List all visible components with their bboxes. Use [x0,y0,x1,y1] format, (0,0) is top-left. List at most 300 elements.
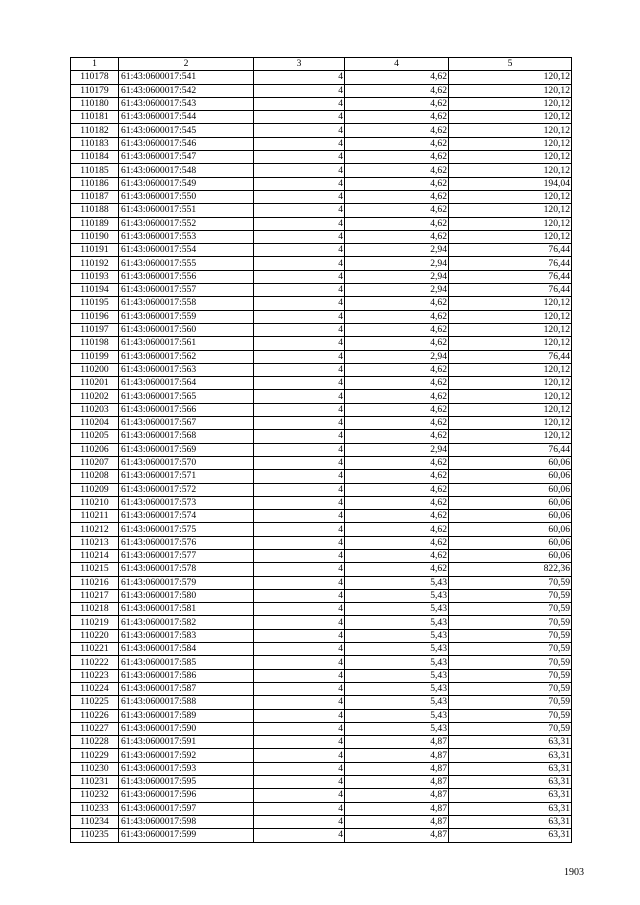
value-cell: 5,43 [345,576,449,589]
column-header-5: 5 [449,58,572,71]
count-cell: 4 [254,71,345,84]
row-number-cell: 110194 [71,284,119,297]
value-cell: 4,87 [345,762,449,775]
value-cell: 4,62 [345,177,449,190]
amount-cell: 63,31 [449,815,572,828]
value-cell: 5,43 [345,629,449,642]
table-row [71,297,572,310]
count-cell: 4 [254,643,345,656]
count-cell: 4 [254,789,345,802]
count-cell: 4 [254,310,345,323]
count-cell: 4 [254,496,345,509]
value-cell: 4,62 [345,549,449,562]
row-number-cell: 110220 [71,629,119,642]
amount-cell: 120,12 [449,137,572,150]
cadastral-number-cell: 61:43:0600017:554 [119,244,254,257]
row-number-cell: 110214 [71,549,119,562]
count-cell: 4 [254,257,345,270]
table-row [71,789,572,802]
cadastral-number-cell: 61:43:0600017:543 [119,97,254,110]
row-number-cell: 110225 [71,696,119,709]
value-cell: 4,62 [345,377,449,390]
count-cell: 4 [254,230,345,243]
count-cell: 4 [254,297,345,310]
count-cell: 4 [254,270,345,283]
table-row [71,111,572,124]
amount-cell: 63,31 [449,789,572,802]
cadastral-number-cell: 61:43:0600017:574 [119,510,254,523]
cadastral-number-cell: 61:43:0600017:564 [119,377,254,390]
row-number-cell: 110206 [71,443,119,456]
cadastral-number-cell: 61:43:0600017:550 [119,190,254,203]
amount-cell: 70,59 [449,603,572,616]
table-row [71,802,572,815]
count-cell: 4 [254,802,345,815]
value-cell: 4,62 [345,164,449,177]
cadastral-number-cell: 61:43:0600017:569 [119,443,254,456]
count-cell: 4 [254,815,345,828]
count-cell: 4 [254,217,345,230]
table-row [71,629,572,642]
amount-cell: 76,44 [449,284,572,297]
table-row [71,390,572,403]
cadastral-number-cell: 61:43:0600017:592 [119,749,254,762]
table-row [71,190,572,203]
cadastral-number-cell: 61:43:0600017:599 [119,829,254,842]
row-number-cell: 110186 [71,177,119,190]
row-number-cell: 110233 [71,802,119,815]
table-row [71,97,572,110]
cadastral-number-cell: 61:43:0600017:547 [119,151,254,164]
count-cell: 4 [254,829,345,842]
cadastral-number-cell: 61:43:0600017:552 [119,217,254,230]
cadastral-number-cell: 61:43:0600017:560 [119,323,254,336]
amount-cell: 70,59 [449,669,572,682]
table-row [71,815,572,828]
row-number-cell: 110179 [71,84,119,97]
row-number-cell: 110207 [71,456,119,469]
count-cell: 4 [254,84,345,97]
amount-cell: 194,04 [449,177,572,190]
cadastral-number-cell: 61:43:0600017:584 [119,643,254,656]
cadastral-number-cell: 61:43:0600017:597 [119,802,254,815]
value-cell: 4,87 [345,829,449,842]
value-cell: 5,43 [345,669,449,682]
cadastral-number-cell: 61:43:0600017:558 [119,297,254,310]
count-cell: 4 [254,749,345,762]
table-row [71,363,572,376]
count-cell: 4 [254,190,345,203]
row-number-cell: 110229 [71,749,119,762]
row-number-cell: 110200 [71,363,119,376]
value-cell: 4,62 [345,563,449,576]
amount-cell: 70,59 [449,682,572,695]
table-row [71,709,572,722]
row-number-cell: 110198 [71,337,119,350]
row-number-cell: 110224 [71,682,119,695]
table-row [71,603,572,616]
value-cell: 4,62 [345,523,449,536]
cadastral-number-cell: 61:43:0600017:578 [119,563,254,576]
amount-cell: 76,44 [449,350,572,363]
amount-cell: 60,06 [449,523,572,536]
row-number-cell: 110209 [71,483,119,496]
cadastral-number-cell: 61:43:0600017:579 [119,576,254,589]
row-number-cell: 110197 [71,323,119,336]
count-cell: 4 [254,669,345,682]
table-row [71,137,572,150]
cadastral-number-cell: 61:43:0600017:565 [119,390,254,403]
row-number-cell: 110217 [71,589,119,602]
amount-cell: 120,12 [449,71,572,84]
cadastral-number-cell: 61:43:0600017:563 [119,363,254,376]
table-row [71,403,572,416]
value-cell: 4,62 [345,137,449,150]
row-number-cell: 110208 [71,470,119,483]
column-header-2: 2 [119,58,254,71]
count-cell: 4 [254,164,345,177]
amount-cell: 120,12 [449,230,572,243]
value-cell: 4,62 [345,230,449,243]
cadastral-number-cell: 61:43:0600017:588 [119,696,254,709]
table-row [71,71,572,84]
row-number-cell: 110178 [71,71,119,84]
row-number-cell: 110183 [71,137,119,150]
table-row [71,377,572,390]
cadastral-number-cell: 61:43:0600017:591 [119,736,254,749]
row-number-cell: 110213 [71,536,119,549]
count-cell: 4 [254,377,345,390]
table-row [71,164,572,177]
amount-cell: 70,59 [449,629,572,642]
amount-cell: 120,12 [449,403,572,416]
table-row [71,323,572,336]
value-cell: 4,62 [345,84,449,97]
amount-cell: 120,12 [449,430,572,443]
amount-cell: 822,36 [449,563,572,576]
count-cell: 4 [254,776,345,789]
row-number-cell: 110202 [71,390,119,403]
cadastral-number-cell: 61:43:0600017:593 [119,762,254,775]
value-cell: 4,62 [345,124,449,137]
table-row [71,217,572,230]
cadastral-number-cell: 61:43:0600017:575 [119,523,254,536]
row-number-cell: 110182 [71,124,119,137]
page-number: 1903 [564,867,584,878]
value-cell: 4,62 [345,97,449,110]
row-number-cell: 110218 [71,603,119,616]
count-cell: 4 [254,603,345,616]
table-row [71,643,572,656]
count-cell: 4 [254,510,345,523]
row-number-cell: 110223 [71,669,119,682]
amount-cell: 70,59 [449,576,572,589]
amount-cell: 60,06 [449,456,572,469]
value-cell: 5,43 [345,643,449,656]
table-row [71,496,572,509]
table-row [71,456,572,469]
table-row [71,736,572,749]
cadastral-number-cell: 61:43:0600017:576 [119,536,254,549]
value-cell: 4,62 [345,390,449,403]
table-row [71,310,572,323]
amount-cell: 120,12 [449,310,572,323]
cadastral-number-cell: 61:43:0600017:581 [119,603,254,616]
value-cell: 4,62 [345,217,449,230]
cadastral-number-cell: 61:43:0600017:548 [119,164,254,177]
column-header-4: 4 [345,58,449,71]
value-cell: 5,43 [345,616,449,629]
amount-cell: 120,12 [449,164,572,177]
amount-cell: 120,12 [449,190,572,203]
value-cell: 5,43 [345,696,449,709]
cadastral-number-cell: 61:43:0600017:587 [119,682,254,695]
row-number-cell: 110226 [71,709,119,722]
amount-cell: 120,12 [449,84,572,97]
cadastral-number-cell: 61:43:0600017:571 [119,470,254,483]
value-cell: 4,62 [345,323,449,336]
cadastral-number-cell: 61:43:0600017:585 [119,656,254,669]
count-cell: 4 [254,111,345,124]
table-row [71,669,572,682]
cadastral-number-cell: 61:43:0600017:561 [119,337,254,350]
table-row [71,470,572,483]
count-cell: 4 [254,177,345,190]
value-cell: 2,94 [345,284,449,297]
cadastral-number-cell: 61:43:0600017:570 [119,456,254,469]
table-row [71,483,572,496]
value-cell: 4,87 [345,749,449,762]
row-number-cell: 110196 [71,310,119,323]
row-number-cell: 110204 [71,417,119,430]
amount-cell: 70,59 [449,696,572,709]
row-number-cell: 110187 [71,190,119,203]
table-row [71,563,572,576]
value-cell: 5,43 [345,722,449,735]
table-row [71,722,572,735]
row-number-cell: 110203 [71,403,119,416]
value-cell: 4,62 [345,456,449,469]
amount-cell: 63,31 [449,762,572,775]
count-cell: 4 [254,736,345,749]
value-cell: 4,62 [345,204,449,217]
count-cell: 4 [254,443,345,456]
column-header-1: 1 [71,58,119,71]
row-number-cell: 110191 [71,244,119,257]
row-number-cell: 110211 [71,510,119,523]
count-cell: 4 [254,337,345,350]
value-cell: 4,62 [345,496,449,509]
table-row [71,696,572,709]
cadastral-number-cell: 61:43:0600017:555 [119,257,254,270]
row-number-cell: 110205 [71,430,119,443]
amount-cell: 63,31 [449,736,572,749]
amount-cell: 70,59 [449,589,572,602]
table-row [71,417,572,430]
cadastral-number-cell: 61:43:0600017:567 [119,417,254,430]
count-cell: 4 [254,536,345,549]
row-number-cell: 110188 [71,204,119,217]
amount-cell: 60,06 [449,510,572,523]
table-row [71,257,572,270]
value-cell: 4,62 [345,111,449,124]
count-cell: 4 [254,563,345,576]
table-row [71,244,572,257]
value-cell: 4,62 [345,430,449,443]
cadastral-number-cell: 61:43:0600017:572 [119,483,254,496]
count-cell: 4 [254,523,345,536]
amount-cell: 120,12 [449,417,572,430]
data-table [70,57,572,843]
amount-cell: 120,12 [449,337,572,350]
count-cell: 4 [254,97,345,110]
value-cell: 4,62 [345,310,449,323]
row-number-cell: 110212 [71,523,119,536]
count-cell: 4 [254,629,345,642]
table-row [71,270,572,283]
value-cell: 4,87 [345,802,449,815]
count-cell: 4 [254,722,345,735]
cadastral-number-cell: 61:43:0600017:546 [119,137,254,150]
cadastral-number-cell: 61:43:0600017:553 [119,230,254,243]
table-row [71,749,572,762]
cadastral-number-cell: 61:43:0600017:556 [119,270,254,283]
value-cell: 4,62 [345,470,449,483]
table-row [71,204,572,217]
value-cell: 5,43 [345,603,449,616]
value-cell: 4,62 [345,190,449,203]
row-number-cell: 110222 [71,656,119,669]
cadastral-number-cell: 61:43:0600017:589 [119,709,254,722]
row-number-cell: 110184 [71,151,119,164]
amount-cell: 120,12 [449,377,572,390]
count-cell: 4 [254,323,345,336]
row-number-cell: 110181 [71,111,119,124]
count-cell: 4 [254,430,345,443]
amount-cell: 70,59 [449,709,572,722]
amount-cell: 60,06 [449,536,572,549]
value-cell: 2,94 [345,270,449,283]
table-row [71,589,572,602]
table-row [71,177,572,190]
row-number-cell: 110199 [71,350,119,363]
cadastral-number-cell: 61:43:0600017:542 [119,84,254,97]
amount-cell: 120,12 [449,390,572,403]
amount-cell: 120,12 [449,297,572,310]
amount-cell: 76,44 [449,270,572,283]
amount-cell: 76,44 [449,244,572,257]
table-row [71,536,572,549]
table-row [71,151,572,164]
amount-cell: 60,06 [449,549,572,562]
count-cell: 4 [254,616,345,629]
row-number-cell: 110228 [71,736,119,749]
row-number-cell: 110234 [71,815,119,828]
count-cell: 4 [254,682,345,695]
value-cell: 4,87 [345,736,449,749]
cadastral-number-cell: 61:43:0600017:559 [119,310,254,323]
table-row [71,230,572,243]
count-cell: 4 [254,483,345,496]
amount-cell: 120,12 [449,151,572,164]
amount-cell: 63,31 [449,749,572,762]
cadastral-number-cell: 61:43:0600017:582 [119,616,254,629]
row-number-cell: 110193 [71,270,119,283]
table-row [71,350,572,363]
count-cell: 4 [254,549,345,562]
amount-cell: 70,59 [449,722,572,735]
count-cell: 4 [254,403,345,416]
row-number-cell: 110232 [71,789,119,802]
row-number-cell: 110201 [71,377,119,390]
amount-cell: 76,44 [449,443,572,456]
row-number-cell: 110195 [71,297,119,310]
row-number-cell: 110230 [71,762,119,775]
row-number-cell: 110215 [71,563,119,576]
row-number-cell: 110216 [71,576,119,589]
row-number-cell: 110227 [71,722,119,735]
cadastral-number-cell: 61:43:0600017:580 [119,589,254,602]
value-cell: 4,62 [345,151,449,164]
value-cell: 4,62 [345,510,449,523]
amount-cell: 120,12 [449,97,572,110]
value-cell: 5,43 [345,589,449,602]
count-cell: 4 [254,151,345,164]
table-row [71,829,572,842]
value-cell: 4,62 [345,363,449,376]
count-cell: 4 [254,244,345,257]
count-cell: 4 [254,576,345,589]
value-cell: 2,94 [345,443,449,456]
table-row [71,84,572,97]
amount-cell: 120,12 [449,124,572,137]
row-number-cell: 110221 [71,643,119,656]
table-row [71,656,572,669]
cadastral-number-cell: 61:43:0600017:586 [119,669,254,682]
cadastral-number-cell: 61:43:0600017:566 [119,403,254,416]
value-cell: 4,62 [345,71,449,84]
count-cell: 4 [254,284,345,297]
count-cell: 4 [254,204,345,217]
value-cell: 5,43 [345,656,449,669]
amount-cell: 70,59 [449,616,572,629]
amount-cell: 120,12 [449,217,572,230]
table-row [71,430,572,443]
amount-cell: 120,12 [449,323,572,336]
value-cell: 4,87 [345,815,449,828]
amount-cell: 120,12 [449,111,572,124]
table-row [71,776,572,789]
row-number-cell: 110219 [71,616,119,629]
amount-cell: 60,06 [449,496,572,509]
table-row [71,762,572,775]
cadastral-number-cell: 61:43:0600017:562 [119,350,254,363]
cadastral-number-cell: 61:43:0600017:551 [119,204,254,217]
table-row [71,616,572,629]
cadastral-number-cell: 61:43:0600017:541 [119,71,254,84]
cadastral-number-cell: 61:43:0600017:590 [119,722,254,735]
cadastral-number-cell: 61:43:0600017:549 [119,177,254,190]
value-cell: 4,87 [345,789,449,802]
amount-cell: 70,59 [449,656,572,669]
table-row [71,510,572,523]
count-cell: 4 [254,470,345,483]
cadastral-number-cell: 61:43:0600017:583 [119,629,254,642]
amount-cell: 63,31 [449,802,572,815]
value-cell: 4,87 [345,776,449,789]
count-cell: 4 [254,417,345,430]
table-row [71,682,572,695]
